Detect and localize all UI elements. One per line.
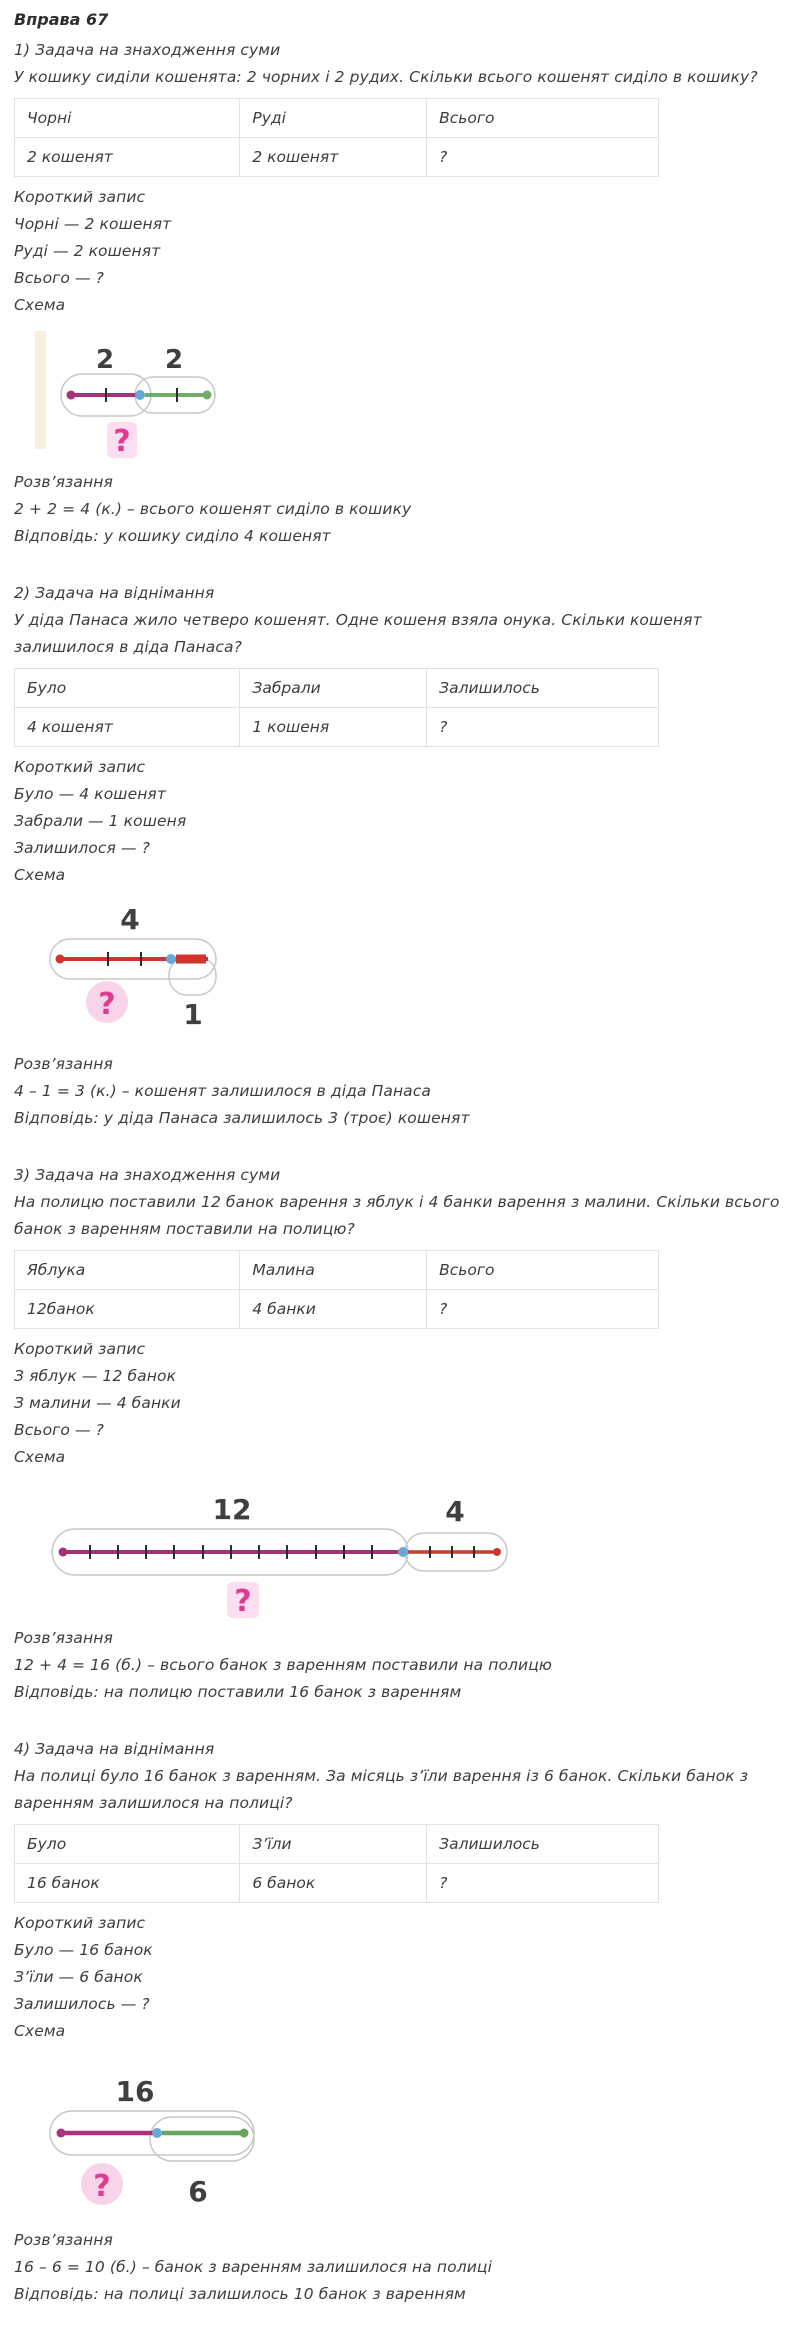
solution-label: Розв’язання [14,1629,113,1647]
table-cell: ? [427,138,659,177]
short-note-line: З яблук — 12 банок [14,1367,177,1385]
schema-label: Схема [14,2022,66,2040]
schema-diagram-subtraction-1 [22,897,252,1047]
table-header-cell: Всього [427,99,659,138]
table-cell: ? [427,708,659,747]
left-endpoint-dot [59,1548,68,1557]
solution-line: 2 + 2 = 4 (к.) – всього кошенят сиділо в кошику [14,500,412,518]
task-problem: На полиці було 16 банок з варенням. За місяць з’їли варення із 6 банок. Скільки банок з варенням залишилося на полиці? [14,1767,749,1812]
taken-part-label: 6 [188,2175,208,2208]
table-header-row [15,1251,659,1290]
table-cell: 12банок [15,1290,240,1329]
solution-line: 16 – 6 = 10 (б.) – банок з варенням залишилося на полиці [14,2258,492,2276]
short-note-line: З’їли — 6 банок [14,1968,143,1986]
answer-line: Відповідь: на полиці залишилось 10 банок з варенням [14,2285,466,2303]
table-header-cell: Чорні [15,99,240,138]
table-header-cell: Яблука [15,1251,240,1290]
table-cell: 2 кошенят [15,138,240,177]
task-problem: У кошику сиділи кошенята: 2 чорних і 2 рудих. Скільки всього кошенят сиділо в кошику? [14,68,758,86]
answer-line: Відповідь: у діда Панаса залишилось 3 (троє) кошенят [14,1109,470,1127]
task-table [14,668,659,747]
short-note-line: Всього — ? [14,269,104,287]
table-header-cell: З’їли [240,1825,427,1864]
short-note-line: Всього — ? [14,1421,104,1439]
table-cell: 4 кошенят [15,708,240,747]
table-row [15,1864,659,1903]
short-note-line: Залишилося — ? [14,839,150,857]
short-note-label: Короткий запис [14,1340,146,1358]
whole-label: 16 [115,2075,155,2108]
task-heading: 4) Задача на віднімання [14,1740,215,1758]
question-mark: ? [98,987,116,1022]
task-1 [14,37,794,550]
table-header-cell: Було [15,1825,240,1864]
short-note-label: Короткий запис [14,758,146,776]
short-note-line: Було — 4 кошенят [14,785,166,803]
schema-diagram-sum-1 [22,327,252,465]
short-note-line: Руді — 2 кошенят [14,242,161,260]
table-cell: ? [427,1864,659,1903]
left-endpoint-dot [57,2129,66,2138]
left-endpoint-dot [56,955,65,964]
right-endpoint-dot [203,391,212,400]
table-row [15,138,659,177]
short-note-label: Короткий запис [14,1914,146,1932]
right-endpoint-dot [240,2129,249,2138]
left-part-label: 2 [95,345,115,375]
table-header-cell: Було [15,669,240,708]
task-heading: 2) Задача на віднімання [14,584,215,602]
solution-label: Розв’язання [14,473,113,491]
midpoint-dot [398,1547,408,1557]
task-2 [14,580,794,1132]
task-4 [14,1736,794,2308]
left-endpoint-dot [67,391,76,400]
task-table [14,1250,659,1329]
schema-label: Схема [14,1448,66,1466]
table-header-row [15,1825,659,1864]
task-problem: У діда Панаса жило четверо кошенят. Одне кошеня взяла онука. Скільки кошенят залишилося в діда Панаса? [14,611,702,656]
solution-line: 4 – 1 = 3 (к.) – кошенят залишилося в діда Панаса [14,1082,431,1100]
table-header-row [15,669,659,708]
schema-label: Схема [14,296,66,314]
table-header-cell: Залишилось [427,1825,659,1864]
short-note-line: З малини — 4 банки [14,1394,181,1412]
table-cell: ? [427,1290,659,1329]
task-heading: 1) Задача на знаходження суми [14,41,281,59]
short-note-line: Чорні — 2 кошенят [14,215,172,233]
table-header-cell: Малина [240,1251,427,1290]
right-part-label: 2 [164,345,184,375]
table-header-cell: Руді [240,99,427,138]
solution-line: 12 + 4 = 16 (б.) – всього банок з варенням поставили на полицю [14,1656,553,1674]
short-note-line: Було — 16 банок [14,1941,153,1959]
task-table [14,98,659,177]
question-mark: ? [113,424,131,459]
task-problem: На полицю поставили 12 банок варення з яблук і 4 банки варення з малини. Скільки всього банок з варенням поставили на полицю? [14,1193,780,1238]
solution-label: Розв’язання [14,2231,113,2249]
solution-label: Розв’язання [14,1055,113,1073]
task-3 [14,1162,794,1706]
table-header-cell: Залишилось [427,669,659,708]
split-dot [166,954,176,964]
short-note-line: Забрали — 1 кошеня [14,812,187,830]
schema-diagram-sum-2 [22,1479,522,1621]
split-dot [152,2128,162,2138]
left-part-label: 12 [212,1493,252,1526]
right-part-label: 4 [445,1495,465,1528]
task-table [14,1824,659,1903]
table-cell: 16 банок [15,1864,240,1903]
table-header-row [15,99,659,138]
table-cell: 1 кошеня [240,708,427,747]
task-heading: 3) Задача на знаходження суми [14,1166,281,1184]
table-row [15,1290,659,1329]
whole-label: 4 [120,903,140,936]
question-mark: ? [93,2169,111,2204]
right-endpoint-dot [493,1548,501,1556]
table-header-cell: Забрали [240,669,427,708]
table-cell: 6 банок [240,1864,427,1903]
table-cell: 4 банки [240,1290,427,1329]
midpoint-dot [135,390,145,400]
question-mark: ? [234,1584,252,1619]
short-note-label: Короткий запис [14,188,146,206]
answer-line: Відповідь: у кошику сиділо 4 кошенят [14,527,331,545]
short-note-line: Залишилось — ? [14,1995,150,2013]
table-cell: 2 кошенят [240,138,427,177]
answer-line: Відповідь: на полицю поставили 16 банок з варенням [14,1683,462,1701]
table-header-cell: Всього [427,1251,659,1290]
table-row [15,708,659,747]
page-title: Вправа 67 [14,10,109,29]
paper-edge-strip [35,331,46,449]
schema-label: Схема [14,866,66,884]
schema-diagram-subtraction-2 [22,2071,282,2223]
taken-part-label: 1 [183,998,203,1031]
